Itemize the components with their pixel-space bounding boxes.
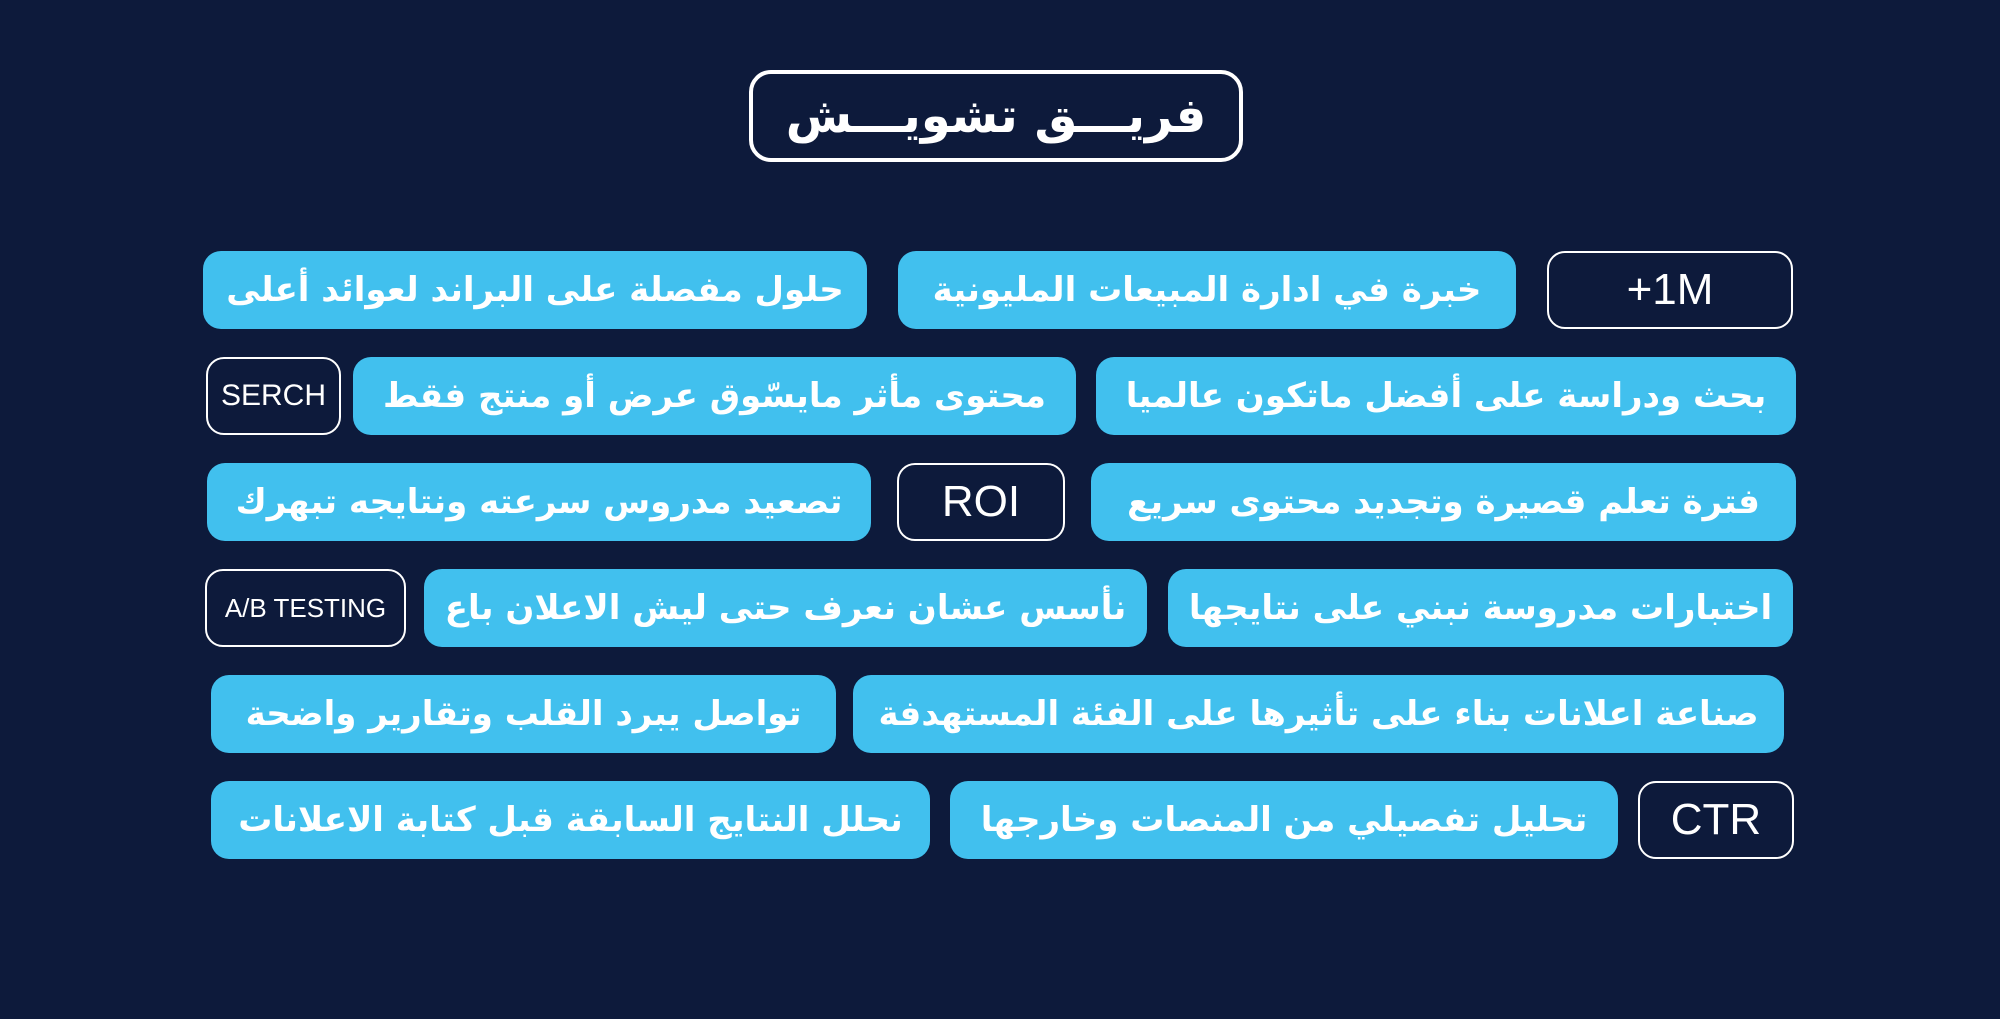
feature-pill-text: محتوى مأثر مايسّوق عرض أو منتج فقط	[383, 376, 1046, 416]
feature-pill	[898, 251, 1516, 329]
feature-pill-text: خبرة في ادارة المبيعات المليونية	[932, 270, 1482, 310]
feature-pill-text: تحليل تفصيلي من المنصات وخارجها	[980, 800, 1588, 840]
feature-pill-text: نأسس عشان نعرف حتى ليش الاعلان باع	[444, 588, 1127, 628]
feature-pill	[424, 569, 1147, 647]
feature-pill	[203, 251, 867, 329]
page-title	[749, 70, 1243, 162]
feature-pill	[1096, 357, 1796, 435]
feature-pill	[207, 463, 871, 541]
ctr-tag	[1638, 781, 1794, 859]
ctr-tag-label: CTR	[1670, 795, 1762, 844]
feature-pill-text: صناعة اعلانات بناء على تأثيرها على الفئة المستهدفة	[878, 694, 1759, 734]
feature-pill-text: تصعيد مدروس سرعته ونتايجه تبهرك	[235, 482, 843, 522]
search-tag	[206, 357, 341, 435]
million-tag-label: +1M	[1626, 265, 1714, 314]
feature-pill	[211, 675, 836, 753]
ab-testing-tag-label: A/B TESTING	[224, 592, 387, 623]
feature-pill-text: اختبارات مدروسة نبني على نتايجها	[1188, 588, 1773, 628]
feature-pill-text: فترة تعلم قصيرة وتجديد محتوى سريع	[1127, 482, 1760, 522]
feature-pill-text: بحث ودراسة على أفضل ماتكون عالميا	[1125, 376, 1767, 416]
feature-pill-text: تواصل يبرد القلب وتقارير واضحة	[245, 694, 802, 734]
feature-pill-text: حلول مفصلة على البراند لعوائد أعلى	[226, 270, 844, 310]
roi-tag-label: ROI	[941, 477, 1021, 526]
million-tag	[1547, 251, 1793, 329]
title-text: فريـــق تشويـــش	[785, 88, 1207, 144]
feature-pill	[353, 357, 1076, 435]
feature-pill-text: نحلل النتايج السابقة قبل كتابة الاعلانات	[238, 800, 903, 840]
feature-pill	[211, 781, 930, 859]
ab-testing-tag	[205, 569, 406, 647]
feature-pill	[853, 675, 1784, 753]
roi-tag	[897, 463, 1065, 541]
feature-pill	[1168, 569, 1793, 647]
feature-pill	[950, 781, 1618, 859]
feature-pill	[1091, 463, 1796, 541]
search-tag-label: SERCH	[220, 379, 326, 412]
